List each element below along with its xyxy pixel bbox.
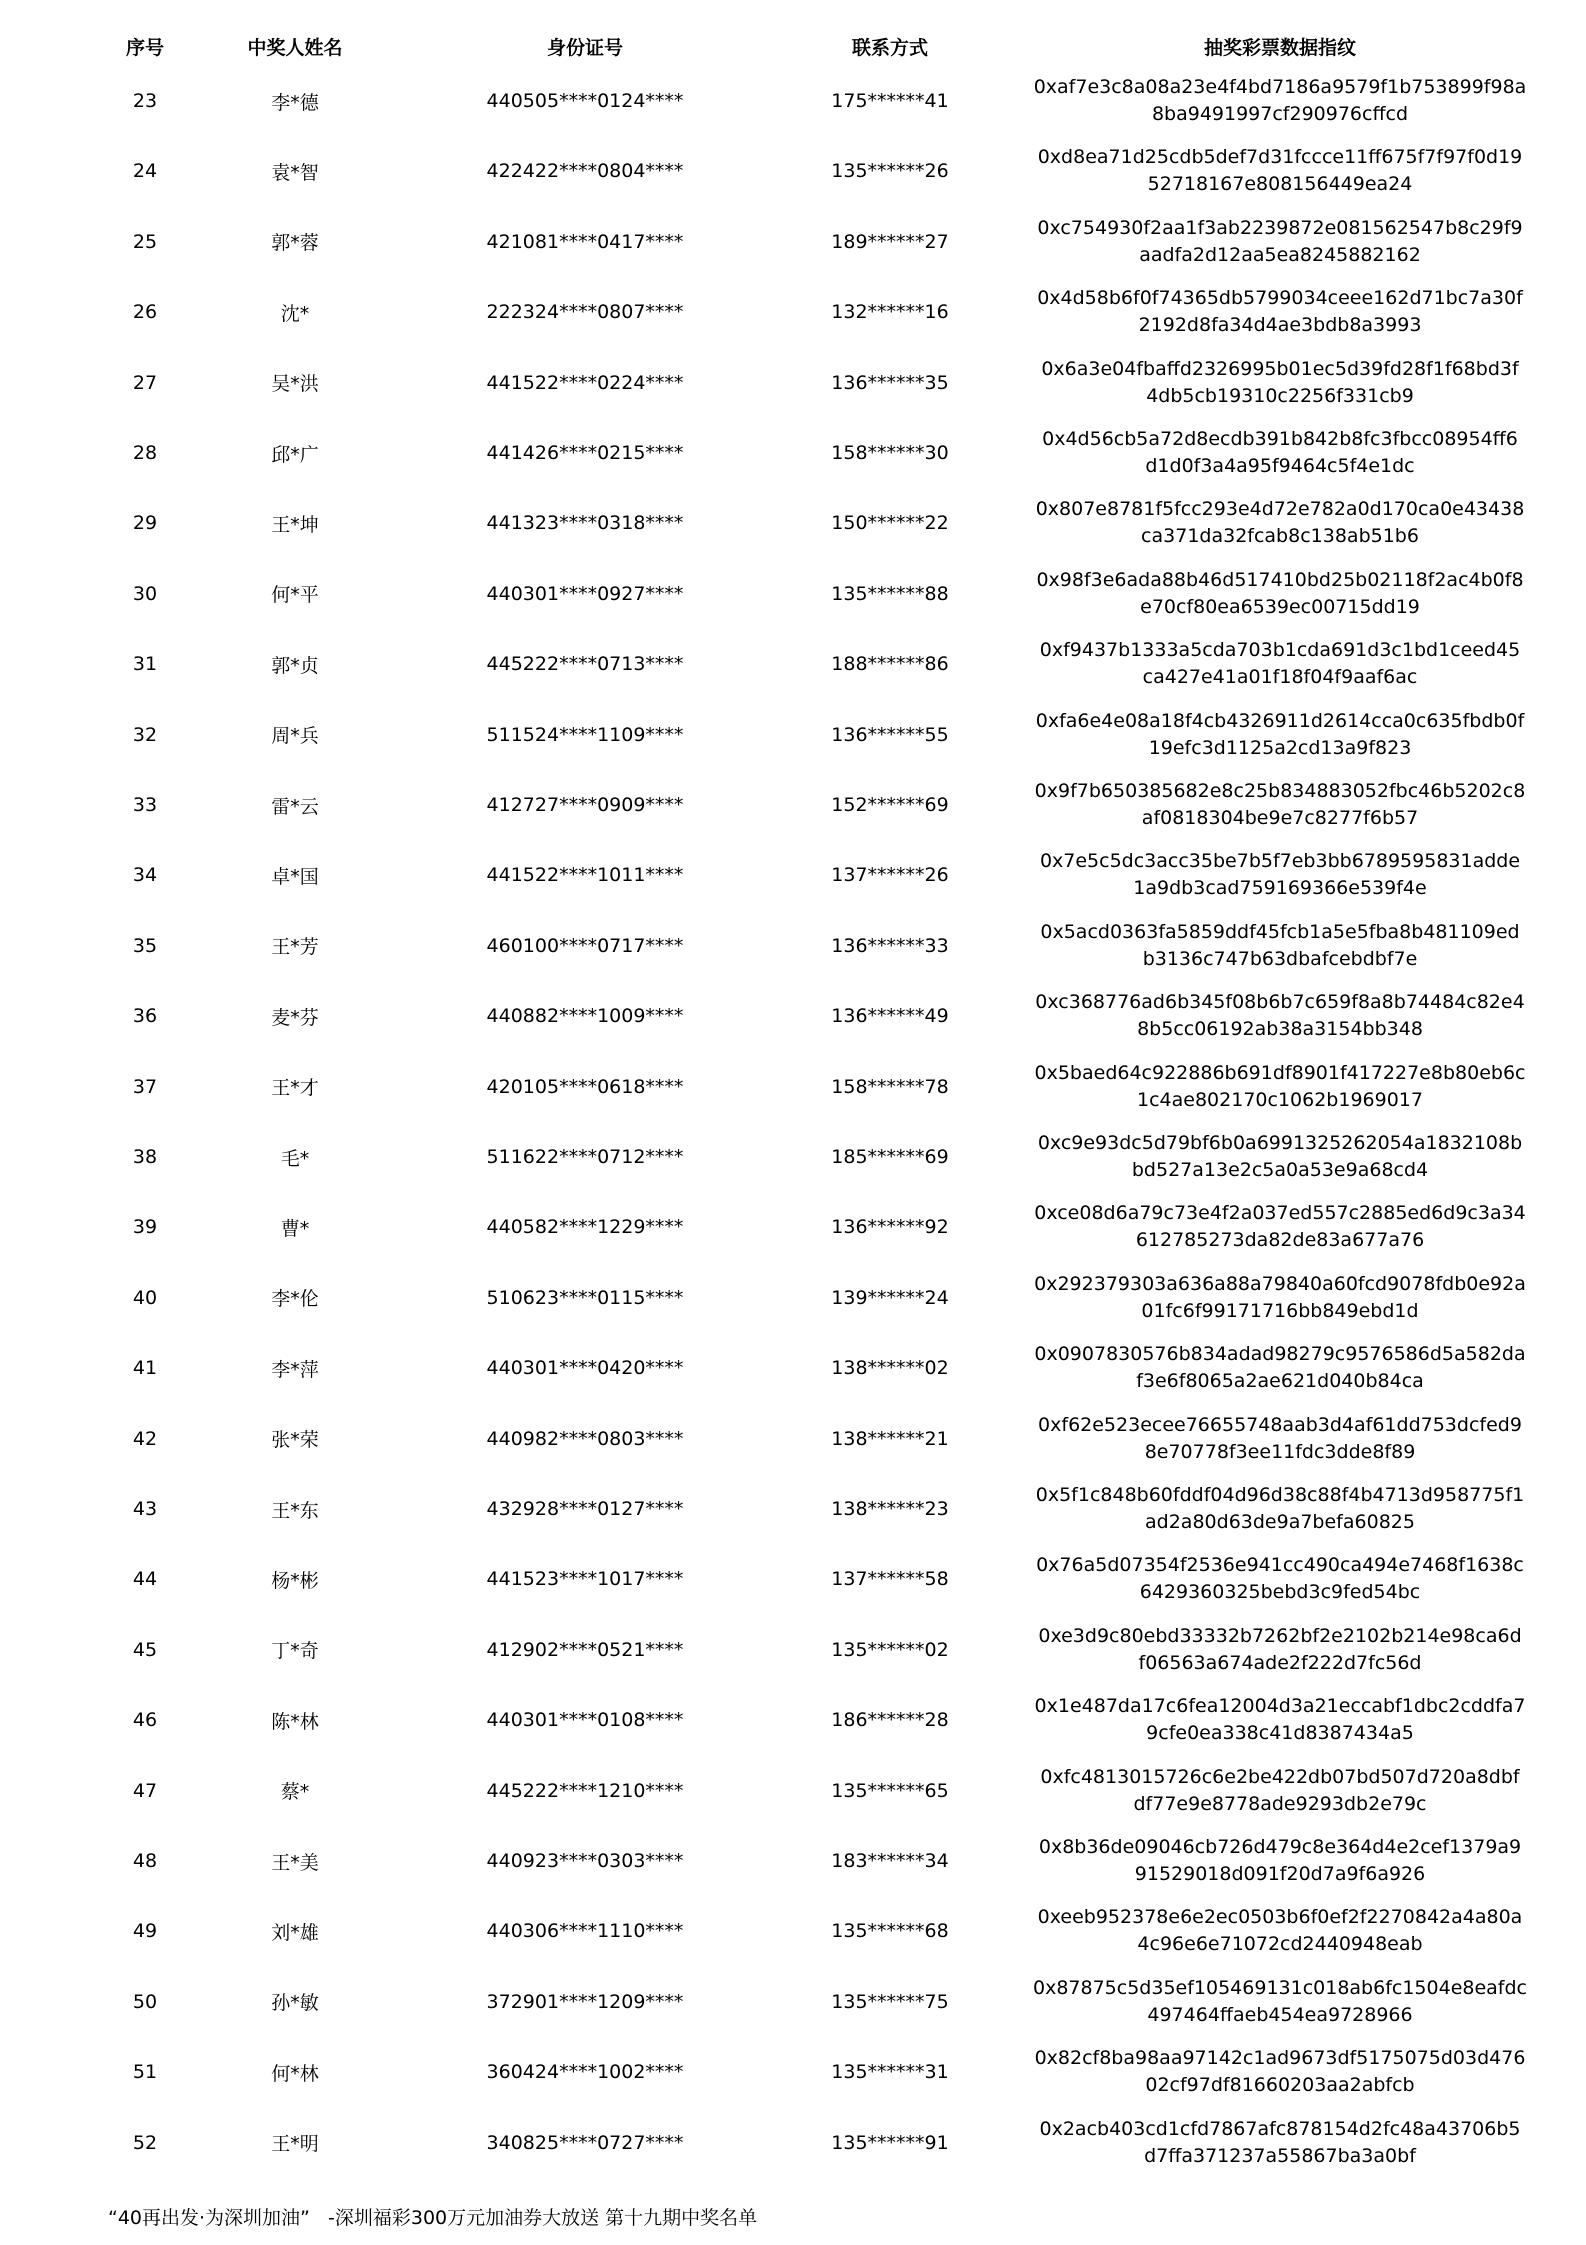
table-row: [0, 207, 1586, 277]
fingerprint-line-1: 0xfc4813015726c6e2be422db07bd507d720a8dbf: [1040, 1765, 1520, 1788]
id-number: 372901****1209****: [486, 1990, 684, 2013]
winner-name: 曹*: [280, 1217, 310, 1240]
table-row: [0, 136, 1586, 206]
contact-phone: 136******35: [831, 371, 949, 394]
row-index: 40: [132, 1286, 158, 1309]
row-index: 23: [132, 90, 158, 112]
winner-name: 杨*彬: [271, 1569, 319, 1592]
table-row: [0, 1685, 1586, 1755]
winner-name: 丁*奇: [271, 1640, 319, 1663]
row-index: 36: [132, 1005, 158, 1028]
row-index: 34: [132, 864, 158, 887]
winner-name: 袁*智: [271, 161, 319, 184]
ticket-fingerprint: [1000, 136, 1560, 206]
fingerprint-line-1: 0xc9e93dc5d79bf6b0a6991325262054a1832108b: [1037, 1132, 1523, 1154]
fingerprint-line-2: d7ffa371237a55867ba3a0bf: [1144, 2144, 1416, 2167]
row-index: 29: [132, 512, 158, 535]
table-row: [0, 559, 1586, 629]
ticket-fingerprint: [1000, 1967, 1560, 2037]
fingerprint-line-2: 1a9db3cad759169366e539f4e: [1133, 877, 1427, 900]
contact-phone: 188******86: [831, 653, 949, 676]
id-number: 441522****1011****: [486, 864, 684, 887]
ticket-fingerprint: [1000, 1685, 1560, 1755]
row-index: 38: [132, 1146, 158, 1168]
fingerprint-line-2: 4db5cb19310c2256f331cb9: [1146, 384, 1414, 407]
fingerprint-line-1: 0x7e5c5dc3acc35be7b5f7eb3bb6789595831adde: [1039, 850, 1521, 873]
ticket-fingerprint: [1000, 2037, 1560, 2107]
fingerprint-line-1: 0xfa6e4e08a18f4cb4326911d2614cca0c635fbdb0f: [1035, 709, 1525, 732]
contact-phone: 135******88: [831, 582, 949, 605]
id-number: 440301****0927****: [486, 582, 684, 605]
id-number: 440301****0420****: [486, 1357, 684, 1380]
winner-name: 李*德: [271, 91, 319, 114]
id-number: 510623****0115****: [486, 1286, 684, 1309]
fingerprint-line-2: 02cf97df81660203aa2abfcb: [1145, 2074, 1415, 2097]
ticket-fingerprint: [1000, 840, 1560, 910]
table-row: [0, 629, 1586, 699]
fingerprint-line-2: 91529018d091f20d7a9f6a926: [1134, 1863, 1426, 1885]
row-index: 30: [132, 582, 158, 605]
row-index: 42: [132, 1427, 158, 1450]
winner-name: 郭*蓉: [271, 232, 319, 255]
ticket-fingerprint: [1000, 629, 1560, 699]
id-number: 222324****0807****: [486, 301, 684, 324]
row-index: 46: [132, 1709, 158, 1732]
contact-phone: 135******31: [831, 2061, 949, 2084]
fingerprint-line-2: ca371da32fcab8c138ab51b6: [1141, 525, 1419, 548]
row-index: 32: [132, 723, 158, 746]
fingerprint-line-1: 0xaf7e3c8a08a23e4f4bd7186a9579f1b753899f98a: [1033, 76, 1527, 98]
winner-name: 孙*敏: [271, 1992, 319, 2015]
winner-name: 吴*洪: [271, 373, 319, 396]
row-index: 27: [132, 371, 158, 394]
winner-name: 张*荣: [271, 1429, 319, 1452]
table-row: [0, 277, 1586, 347]
row-index: 26: [132, 301, 158, 324]
fingerprint-line-1: 0x6a3e04fbaffd2326995b01ec5d39fd28f1f68bd3f: [1041, 357, 1519, 380]
fingerprint-line-2: 9cfe0ea338c41d8387434a5: [1146, 1722, 1414, 1745]
fingerprint-line-1: 0x98f3e6ada88b46d517410bd25b02118f2ac4b0f8: [1036, 568, 1524, 591]
table-row: [0, 1615, 1586, 1685]
id-number: 412902****0521****: [486, 1638, 684, 1661]
page-footer: “40再出发·为深圳加油” -深圳福彩300万元加油券大放送 第十九期中奖名单: [108, 2207, 758, 2229]
fingerprint-line-1: 0x82cf8ba98aa97142c1ad9673df5175075d03d476: [1034, 2047, 1526, 2070]
fingerprint-line-2: 4c96e6e71072cd2440948eab: [1137, 1933, 1423, 1956]
fingerprint-line-1: 0x4d58b6f0f74365db5799034ceee162d71bc7a30f: [1037, 287, 1523, 310]
header-name: 中奖人姓名: [247, 36, 343, 59]
contact-phone: 135******65: [831, 1779, 949, 1802]
contact-phone: 185******69: [831, 1146, 949, 1168]
id-number: 432928****0127****: [486, 1498, 684, 1520]
contact-phone: 138******02: [831, 1357, 949, 1380]
row-index: 44: [132, 1568, 158, 1591]
table-row: [0, 418, 1586, 488]
contact-phone: 138******21: [831, 1427, 949, 1450]
winner-name: 王*才: [271, 1077, 319, 1100]
row-index: 49: [132, 1920, 158, 1943]
ticket-fingerprint: [1000, 2108, 1560, 2178]
fingerprint-line-1: 0x0907830576b834adad98279c9576586d5a582da: [1034, 1343, 1526, 1366]
winner-name: 卓*国: [271, 865, 319, 888]
table-row: [0, 1263, 1586, 1333]
contact-phone: 135******26: [831, 160, 949, 183]
row-index: 41: [132, 1357, 158, 1380]
contact-phone: 139******24: [831, 1286, 949, 1309]
table-row: [0, 1826, 1586, 1896]
id-number: 360424****1002****: [486, 2061, 684, 2084]
row-index: 51: [132, 2061, 158, 2084]
table-row: [0, 66, 1586, 136]
fingerprint-line-2: 2192d8fa34d4ae3bdb8a3993: [1138, 314, 1422, 337]
id-number: 340825****0727****: [486, 2131, 684, 2154]
id-number: 440982****0803****: [486, 1427, 684, 1450]
contact-phone: 132******16: [831, 301, 949, 324]
table-row: [0, 1192, 1586, 1262]
fingerprint-line-2: 8ba9491997cf290976cffcd: [1151, 103, 1409, 125]
contact-phone: 152******69: [831, 794, 949, 816]
table-row: [0, 1333, 1586, 1403]
contact-phone: 136******55: [831, 723, 949, 746]
ticket-fingerprint: [1000, 700, 1560, 770]
winner-name: 王*美: [271, 1851, 319, 1874]
fingerprint-line-1: 0xc754930f2aa1f3ab2239872e081562547b8c29f9: [1037, 216, 1523, 239]
winner-name: 毛*: [280, 1147, 310, 1170]
table-row: [0, 700, 1586, 770]
contact-phone: 186******28: [831, 1709, 949, 1732]
fingerprint-line-1: 0x5acd0363fa5859ddf45fcb1a5e5fba8b481109ed: [1040, 920, 1520, 943]
table-row: [0, 1052, 1586, 1122]
fingerprint-line-2: 8b5cc06192ab38a3154bb348: [1137, 1018, 1423, 1041]
fingerprint-line-2: 01fc6f99171716bb849ebd1d: [1141, 1299, 1419, 1322]
ticket-fingerprint: [1000, 418, 1560, 488]
id-number: 440582****1229****: [486, 1216, 684, 1239]
winner-name: 麦*芬: [271, 1006, 319, 1029]
winner-name: 周*兵: [271, 725, 319, 748]
winner-name: 沈*: [280, 302, 310, 325]
table-row: [0, 1967, 1586, 2037]
row-index: 35: [132, 934, 158, 957]
row-index: 52: [132, 2131, 158, 2154]
ticket-fingerprint: [1000, 1052, 1560, 1122]
ticket-fingerprint: [1000, 277, 1560, 347]
contact-phone: 136******92: [831, 1216, 949, 1239]
fingerprint-line-2: f06563a674ade2f222d7fc56d: [1138, 1651, 1422, 1674]
fingerprint-line-1: 0xf62e523ecee76655748aab3d4af61dd753dcfed9: [1038, 1413, 1522, 1436]
fingerprint-line-1: 0xc368776ad6b345f08b6b7c659f8a8b74484c82e4: [1035, 991, 1525, 1014]
fingerprint-line-1: 0x1e487da17c6fea12004d3a21eccabf1dbc2cddfa7: [1034, 1695, 1526, 1718]
fingerprint-line-1: 0x9f7b650385682e8c25b834883052fbc46b5202c8: [1034, 780, 1526, 802]
table-row: [0, 1756, 1586, 1826]
table-row: [0, 1404, 1586, 1474]
table-row: [0, 488, 1586, 558]
id-number: 441426****0215****: [486, 442, 684, 464]
fingerprint-line-1: 0x5f1c848b60fddf04d96d38c88f4b4713d958775f1: [1035, 1484, 1525, 1506]
id-number: 441323****0318****: [486, 512, 684, 535]
contact-phone: 136******49: [831, 1005, 949, 1028]
id-number: 440923****0303****: [486, 1850, 684, 1872]
table-row: [0, 2037, 1586, 2107]
ticket-fingerprint: [1000, 1122, 1560, 1192]
ticket-fingerprint: [1000, 207, 1560, 277]
ticket-fingerprint: [1000, 1333, 1560, 1403]
ticket-fingerprint: [1000, 488, 1560, 558]
id-number: 440505****0124****: [486, 90, 684, 112]
table-row: [0, 981, 1586, 1051]
row-index: 28: [132, 442, 158, 464]
table-row: [0, 840, 1586, 910]
winner-name: 蔡*: [280, 1781, 310, 1804]
contact-phone: 158******30: [831, 442, 949, 464]
winner-name: 王*明: [271, 2133, 319, 2156]
fingerprint-line-1: 0x807e8781f5fcc293e4d72e782a0d170ca0e43438: [1035, 498, 1525, 521]
ticket-fingerprint: [1000, 1615, 1560, 1685]
fingerprint-line-2: 497464ffaeb454ea9728966: [1147, 2003, 1413, 2026]
table-row: [0, 348, 1586, 418]
fingerprint-line-1: 0x87875c5d35ef105469131c018ab6fc1504e8eafdc: [1032, 1976, 1528, 1999]
ticket-fingerprint: [1000, 1544, 1560, 1614]
id-number: 440882****1009****: [486, 1005, 684, 1028]
fingerprint-line-2: aadfa2d12aa5ea8245882162: [1139, 243, 1421, 266]
winner-name: 王*东: [271, 1499, 319, 1522]
contact-phone: 136******33: [831, 934, 949, 957]
id-number: 511524****1109****: [486, 723, 684, 746]
id-number: 460100****0717****: [486, 934, 684, 957]
fingerprint-line-1: 0x2acb403cd1cfd7867afc878154d2fc48a43706b5: [1039, 2117, 1521, 2140]
row-index: 39: [132, 1216, 158, 1239]
ticket-fingerprint: [1000, 1474, 1560, 1544]
row-index: 48: [132, 1850, 158, 1872]
row-index: 31: [132, 653, 158, 676]
contact-phone: 175******41: [831, 90, 949, 112]
fingerprint-line-2: ad2a80d63de9a7befa60825: [1145, 1511, 1415, 1533]
contact-phone: 135******02: [831, 1638, 949, 1661]
fingerprint-line-2: 6429360325bebd3c9fed54bc: [1139, 1581, 1421, 1604]
ticket-fingerprint: [1000, 1404, 1560, 1474]
fingerprint-line-2: df77e9e8778ade9293db2e79c: [1133, 1792, 1427, 1815]
contact-phone: 189******27: [831, 230, 949, 253]
fingerprint-line-2: b3136c747b63dbafcebdbf7e: [1142, 947, 1418, 970]
fingerprint-line-1: 0xe3d9c80ebd33332b7262bf2e2102b214e98ca6d: [1038, 1624, 1522, 1647]
ticket-fingerprint: [1000, 1192, 1560, 1262]
winner-name: 李*伦: [271, 1288, 319, 1311]
ticket-fingerprint: [1000, 1896, 1560, 1966]
table-row: [0, 1896, 1586, 1966]
table-row: [0, 911, 1586, 981]
winner-name: 雷*云: [271, 795, 319, 818]
fingerprint-line-1: 0x8b36de09046cb726d479c8e364d4e2cef1379a9: [1038, 1836, 1522, 1858]
fingerprint-line-2: 8e70778f3ee11fdc3dde8f89: [1144, 1440, 1416, 1463]
id-number: 440301****0108****: [486, 1709, 684, 1732]
fingerprint-line-2: 52718167e808156449ea24: [1147, 173, 1413, 196]
id-number: 422422****0804****: [486, 160, 684, 183]
contact-phone: 137******58: [831, 1568, 949, 1591]
row-index: 25: [132, 230, 158, 253]
fingerprint-line-1: 0x76a5d07354f2536e941cc490ca494e7468f1638c: [1036, 1554, 1524, 1577]
fingerprint-line-2: f3e6f8065a2ae621d040b84ca: [1136, 1370, 1424, 1393]
ticket-fingerprint: [1000, 1263, 1560, 1333]
fingerprint-line-2: bd527a13e2c5a0a53e9a68cd4: [1131, 1159, 1429, 1181]
id-number: 412727****0909****: [486, 794, 684, 816]
winner-name: 李*萍: [271, 1358, 319, 1381]
contact-phone: 150******22: [831, 512, 949, 535]
id-number: 441523****1017****: [486, 1568, 684, 1591]
winner-name: 郭*贞: [271, 654, 319, 677]
id-number: 440306****1110****: [486, 1920, 684, 1943]
ticket-fingerprint: [1000, 559, 1560, 629]
contact-phone: 183******34: [831, 1850, 949, 1872]
contact-phone: 137******26: [831, 864, 949, 887]
winner-name: 王*坤: [271, 513, 319, 536]
row-index: 33: [132, 794, 158, 816]
id-number: 420105****0618****: [486, 1075, 684, 1098]
table-row: [0, 1474, 1586, 1544]
fingerprint-line-2: e70cf80ea6539ec00715dd19: [1140, 595, 1420, 618]
fingerprint-line-1: 0x5baed64c922886b691df8901f417227e8b80eb6c: [1034, 1061, 1526, 1084]
contact-phone: 135******91: [831, 2131, 949, 2154]
fingerprint-line-1: 0xd8ea71d25cdb5def7d31fccce11ff675f7f97f0d19: [1037, 146, 1523, 169]
header-id-number: 身份证号: [546, 36, 623, 59]
fingerprint-line-1: 0x4d56cb5a72d8ecdb391b842b8fc3fbcc08954ff6: [1042, 428, 1518, 450]
table-row: [0, 1544, 1586, 1614]
fingerprint-line-1: 0x292379303a636a88a79840a60fcd9078fdb0e92a: [1034, 1272, 1526, 1295]
winner-name: 陈*林: [271, 1710, 319, 1733]
fingerprint-line-1: 0xce08d6a79c73e4f2a037ed557c2885ed6d9c3a34: [1034, 1202, 1526, 1225]
ticket-fingerprint: [1000, 66, 1560, 136]
ticket-fingerprint: [1000, 911, 1560, 981]
winner-name: 何*平: [271, 584, 319, 607]
contact-phone: 138******23: [831, 1498, 949, 1520]
fingerprint-line-2: 1c4ae802170c1062b1969017: [1137, 1088, 1423, 1111]
ticket-fingerprint: [1000, 1756, 1560, 1826]
id-number: 441522****0224****: [486, 371, 684, 394]
id-number: 445222****0713****: [486, 653, 684, 676]
table-row: [0, 1122, 1586, 1192]
id-number: 421081****0417****: [486, 230, 684, 253]
table-row: [0, 2108, 1586, 2178]
fingerprint-line-2: af0818304be9e7c8277f6b57: [1141, 807, 1419, 829]
winner-name: 王*芳: [271, 936, 319, 959]
row-index: 43: [132, 1498, 158, 1520]
ticket-fingerprint: [1000, 981, 1560, 1051]
row-index: 24: [132, 160, 158, 183]
fingerprint-line-2: ca427e41a01f18f04f9aaf6ac: [1142, 666, 1418, 689]
fingerprint-line-1: 0xf9437b1333a5cda703b1cda691d3c1bd1ceed45: [1039, 639, 1521, 662]
fingerprint-line-2: 19efc3d1125a2cd13a9f823: [1148, 736, 1412, 759]
winner-name: 邱*广: [271, 443, 319, 466]
fingerprint-line-2: 612785273da82de83a677a76: [1135, 1229, 1425, 1252]
ticket-fingerprint: [1000, 770, 1560, 840]
row-index: 45: [132, 1638, 158, 1661]
header-contact: 联系方式: [851, 36, 928, 59]
id-number: 511622****0712****: [486, 1146, 684, 1168]
ticket-fingerprint: [1000, 348, 1560, 418]
table-row: [0, 770, 1586, 840]
contact-phone: 135******68: [831, 1920, 949, 1943]
header-index: 序号: [125, 36, 164, 59]
row-index: 37: [132, 1075, 158, 1098]
winner-name: 何*林: [271, 2062, 319, 2085]
fingerprint-line-2: d1d0f3a4a95f9464c5f4e1dc: [1145, 455, 1415, 477]
ticket-fingerprint: [1000, 1826, 1560, 1896]
row-index: 50: [132, 1990, 158, 2013]
header-fingerprint: 抽奖彩票数据指纹: [1203, 36, 1356, 59]
id-number: 445222****1210****: [486, 1779, 684, 1802]
contact-phone: 158******78: [831, 1075, 949, 1098]
contact-phone: 135******75: [831, 1990, 949, 2013]
fingerprint-line-1: 0xeeb952378e6e2ec0503b6f0ef2f2270842a4a80a: [1037, 1906, 1523, 1929]
row-index: 47: [132, 1779, 158, 1802]
winner-name: 刘*雄: [271, 1921, 319, 1944]
